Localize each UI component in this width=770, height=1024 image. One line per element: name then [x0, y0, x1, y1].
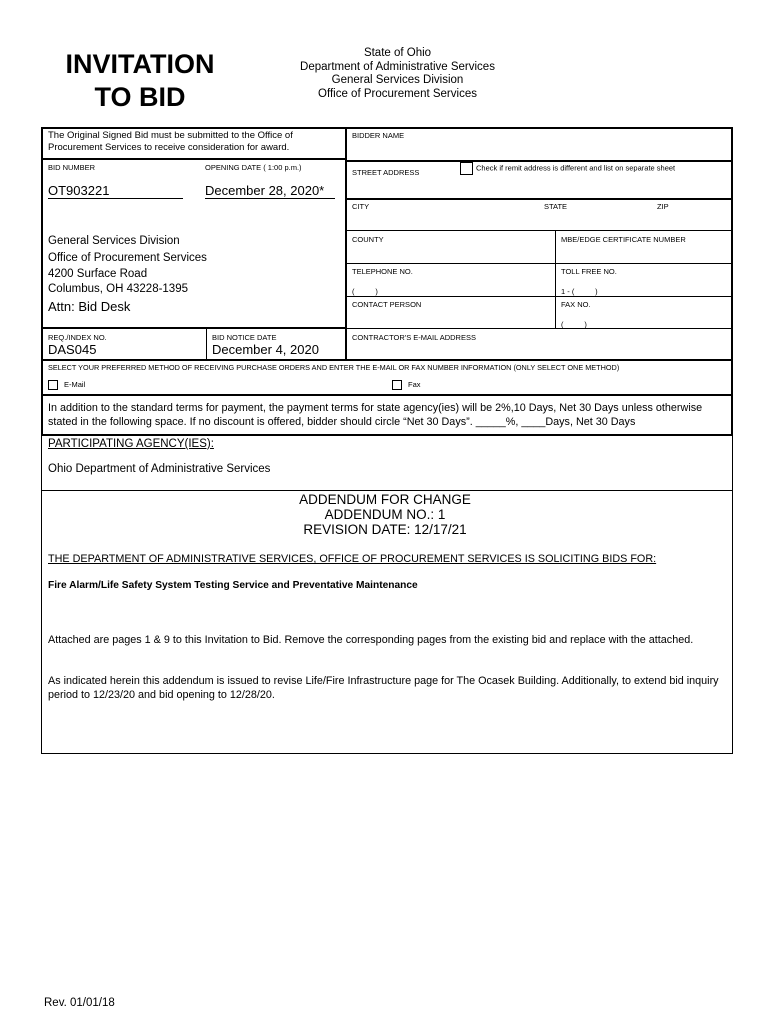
addendum-paragraph-2: As indicated herein this addendum is issued to revise Life/Fire Infrastructure page for The Ocasek Building. Additionally, to extend bid inquiry period to 12/23/20 and bid opening to 12/28/20.	[48, 675, 719, 701]
title-line-1: INVITATION	[65, 49, 215, 79]
left-row-line	[42, 158, 346, 160]
email-option[interactable]	[48, 380, 85, 390]
bid-subject: Fire Alarm/Life Safety System Testing Service and Preventative Maintenance	[48, 580, 418, 591]
method-row-line	[42, 394, 733, 396]
addendum-bottom-line	[41, 753, 733, 754]
address-line: Columbus, OH 43228-1395	[48, 282, 188, 295]
toll-free-label: TOLL FREE NO.	[561, 267, 617, 276]
bid-number-label: BID NUMBER	[48, 163, 96, 172]
participating-agency: Ohio Department of Administrative Services	[48, 463, 271, 475]
bidder-name-field[interactable]	[348, 140, 731, 159]
addendum-heading	[230, 492, 540, 537]
payment-terms: In addition to the standard terms for payment, the payment terms for state agency(ies) will be 2%,10 Days, Net 30 Days unless otherwise stated in the following space. If no discount is offered, bidder should circle “Net 30 Days”. _____%, ____Days, Net 30 Days	[48, 402, 703, 428]
revision-date: REVISION DATE: 12/17/21	[303, 522, 467, 537]
right-subcolumn-divider	[555, 230, 556, 329]
address-line: General Services Division	[48, 235, 180, 247]
right-frame-line	[732, 436, 733, 754]
toll-free-value[interactable]: 1 - ( )	[561, 287, 598, 296]
submission-notice: The Original Signed Bid must be submitted to the Office of Procurement Services to receive consideration for award.	[48, 130, 293, 153]
right-row-line	[346, 296, 733, 297]
soliciting-statement: THE DEPARTMENT OF ADMINISTRATIVE SERVICES, OFFICE OF PROCUREMENT SERVICES IS SOLICITING BIDS FOR:	[48, 553, 657, 565]
fax-checkbox[interactable]	[392, 380, 402, 390]
left-row-line	[42, 327, 346, 329]
org-line: State of Ohio	[363, 47, 432, 59]
street-address-label: STREET ADDRESS	[352, 168, 420, 177]
remit-address-checkbox[interactable]	[460, 162, 473, 175]
org-line: General Services Division	[331, 74, 464, 86]
bid-number: OT903221	[48, 183, 183, 199]
fax-value[interactable]: ( )	[561, 320, 587, 329]
form-revision: Rev. 01/01/18	[44, 997, 115, 1009]
addendum-title: ADDENDUM FOR CHANGE	[299, 492, 471, 507]
right-row-line	[346, 230, 733, 231]
state-label: STATE	[544, 202, 568, 211]
telephone-value[interactable]: ( )	[352, 287, 378, 296]
zip-label: ZIP	[657, 202, 669, 211]
delivery-method-instruction: SELECT YOUR PREFERRED METHOD OF RECEIVING PURCHASE ORDERS AND ENTER THE E-MAIL OR FAX NUMBER INFORMATION (ONLY SELECT ONE METHOD)	[48, 363, 620, 372]
contact-person-label: CONTACT PERSON	[352, 300, 422, 309]
remit-address-option[interactable]	[460, 162, 675, 175]
left-frame-line	[41, 436, 42, 754]
participating-agencies-heading: PARTICIPATING AGENCY(IES):	[48, 438, 214, 450]
addendum-number: ADDENDUM NO.: 1	[324, 507, 446, 522]
org-line: Department of Administrative Services	[300, 60, 495, 73]
right-row-line	[346, 263, 733, 264]
remit-address-checkbox-label: Check if remit address is different and list on separate sheet	[476, 163, 676, 173]
org-line: Office of Procurement Services	[318, 87, 477, 100]
addendum-top-line	[41, 490, 733, 491]
title-line-2: TO BID	[94, 82, 186, 112]
mailing-address	[48, 233, 207, 297]
address-line: 4200 Surface Road	[48, 268, 148, 280]
left-subcolumn-divider	[206, 328, 207, 359]
fax-label: FAX NO.	[561, 300, 591, 309]
attention-line: Attn: Bid Desk	[48, 299, 131, 314]
bid-notice-date-label: BID NOTICE DATE	[212, 333, 277, 342]
addendum-paragraph-1: Attached are pages 1 & 9 to this Invitation to Bid. Remove the corresponding pages from the existing bid and replace with the attached.	[48, 634, 694, 646]
issuing-office	[280, 47, 515, 101]
bidder-name-label: BIDDER NAME	[352, 131, 405, 140]
opening-date-label: OPENING DATE ( 1:00 p.m.)	[205, 163, 302, 172]
county-label: COUNTY	[352, 235, 384, 244]
fax-option[interactable]	[392, 380, 421, 390]
method-row-line	[42, 359, 733, 361]
address-line: Office of Procurement Services	[48, 251, 207, 264]
fax-option-label: Fax	[408, 380, 421, 389]
right-row-line	[346, 328, 733, 329]
right-row-line	[346, 198, 733, 200]
req-index-label: REQ./INDEX NO.	[48, 333, 107, 342]
email-address-label: CONTRACTOR'S E-MAIL ADDRESS	[352, 333, 476, 342]
telephone-label: TELEPHONE NO.	[352, 267, 413, 276]
req-index: DAS045	[48, 342, 97, 357]
form-title	[50, 48, 230, 114]
email-checkbox[interactable]	[48, 380, 58, 390]
mbe-edge-label: MBE/EDGE CERTIFICATE NUMBER	[561, 235, 686, 244]
email-option-label: E-Mail	[64, 380, 86, 389]
opening-date: December 28, 2020*	[205, 183, 335, 199]
city-label: CITY	[352, 202, 370, 211]
bid-notice-date: December 4, 2020	[212, 342, 319, 357]
